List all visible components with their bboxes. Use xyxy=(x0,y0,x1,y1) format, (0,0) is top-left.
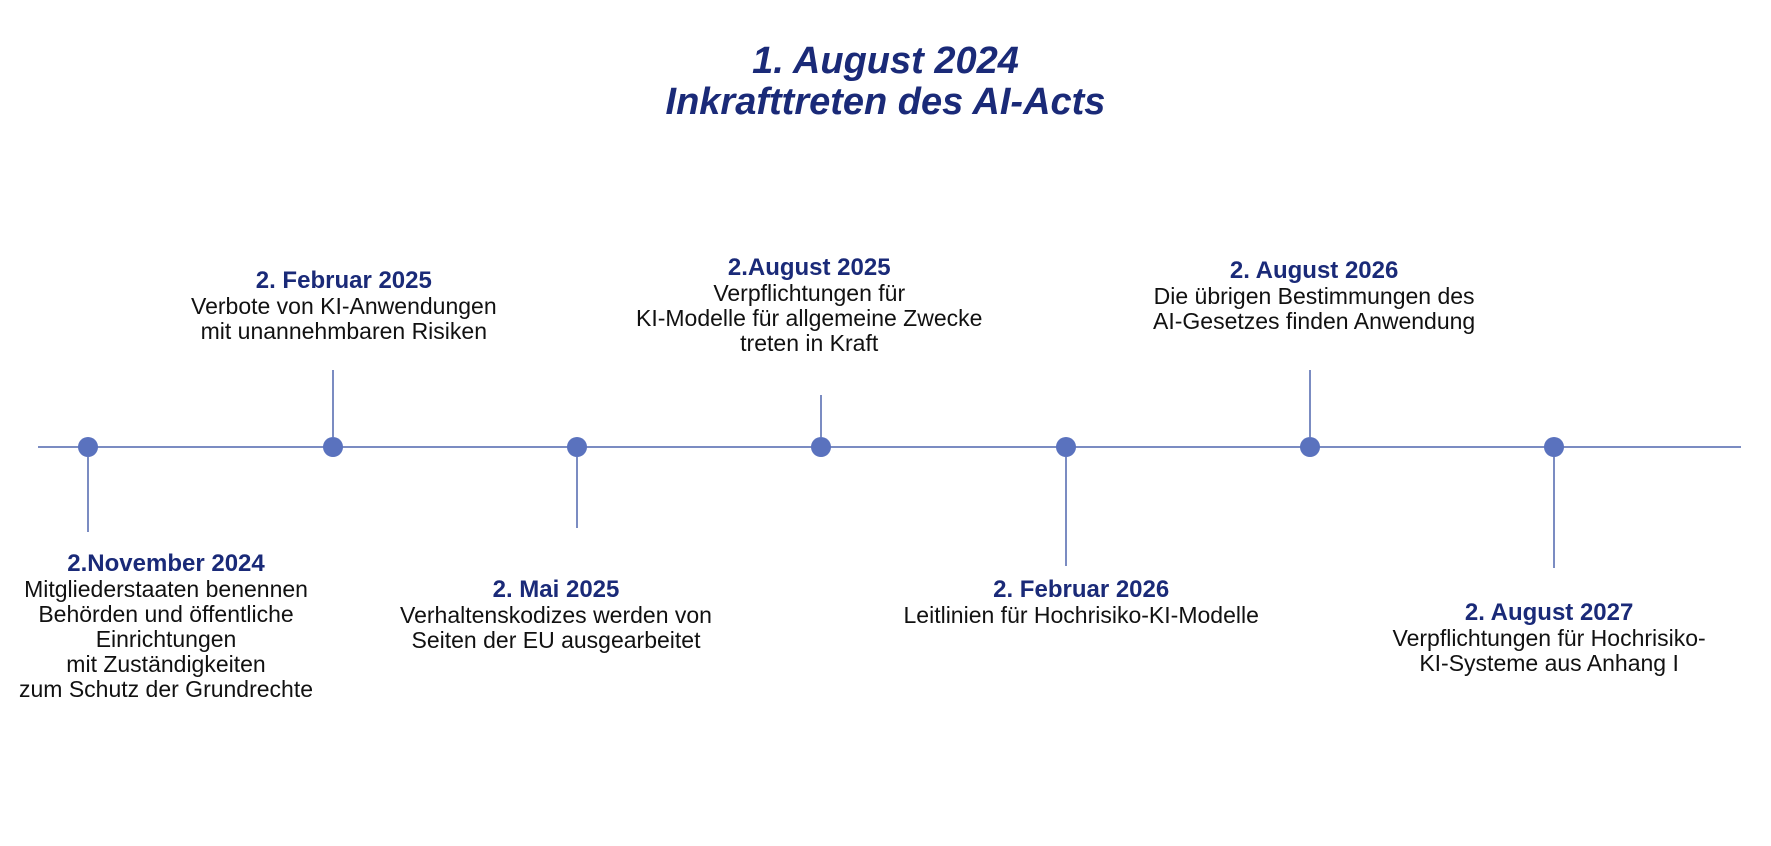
event-description-line: Die übrigen Bestimmungen des xyxy=(1153,283,1475,309)
event-description-line: Einrichtungen xyxy=(95,626,237,652)
timeline-event-label xyxy=(191,268,497,344)
timeline-stem xyxy=(87,457,89,532)
event-description-line: Leitlinien für Hochrisiko-KI-Modelle xyxy=(903,602,1259,628)
timeline-stem xyxy=(1065,457,1067,566)
event-date: 2.November 2024 xyxy=(67,550,265,577)
timeline-stem xyxy=(332,370,334,437)
timeline-stem xyxy=(820,395,822,437)
event-description-line: Seiten der EU ausgearbeitet xyxy=(411,627,701,653)
timeline-event-label xyxy=(1393,600,1706,676)
event-description-line: Verpflichtungen für Hochrisiko- xyxy=(1392,625,1706,651)
event-description-line: mit Zuständigkeiten xyxy=(66,651,266,677)
timeline-stem xyxy=(1309,370,1311,437)
timeline-dot xyxy=(567,437,587,457)
timeline-event-label xyxy=(1153,258,1475,334)
event-description-line: KI-Modelle für allgemeine Zwecke xyxy=(636,305,983,331)
event-date: 2.August 2025 xyxy=(727,254,891,281)
event-description-line: mit unannehmbaren Risiken xyxy=(200,318,487,344)
timeline-event-label xyxy=(400,577,712,653)
timeline-event-label xyxy=(19,551,313,702)
timeline-dot xyxy=(1544,437,1564,457)
event-description-line: KI-Systeme aus Anhang I xyxy=(1419,650,1679,676)
event-description-line: Verpflichtungen für xyxy=(713,280,906,306)
timeline-axis xyxy=(38,446,1741,448)
event-date: 2. August 2027 xyxy=(1464,599,1634,626)
event-description-line: AI-Gesetzes finden Anwendung xyxy=(1153,308,1476,334)
event-date: 2. Februar 2025 xyxy=(255,267,432,294)
timeline-dot xyxy=(323,437,343,457)
title-date: 1. August 2024 xyxy=(752,40,1019,82)
event-description-line: Verbote von KI-Anwendungen xyxy=(191,293,497,319)
event-description-line: treten in Kraft xyxy=(740,330,879,356)
timeline-event-label xyxy=(636,255,982,356)
timeline-dot xyxy=(78,437,98,457)
title-subtitle: Inkrafttreten des AI-Acts xyxy=(665,81,1106,123)
event-description-line: Mitgliederstaaten benennen xyxy=(24,576,308,602)
event-date: 2. Mai 2025 xyxy=(492,576,620,603)
timeline-dot xyxy=(1300,437,1320,457)
event-description-line: Behörden und öffentliche xyxy=(38,601,294,627)
timeline-stem xyxy=(576,457,578,528)
timeline-stem xyxy=(1553,457,1555,568)
event-date: 2. Februar 2026 xyxy=(993,576,1170,603)
event-description-line: Verhaltenskodizes werden von xyxy=(400,602,712,628)
timeline-dot xyxy=(811,437,831,457)
timeline-event-label xyxy=(904,577,1259,628)
event-date: 2. August 2026 xyxy=(1229,257,1399,284)
event-description-line: zum Schutz der Grundrechte xyxy=(19,676,314,702)
timeline-dot xyxy=(1056,437,1076,457)
